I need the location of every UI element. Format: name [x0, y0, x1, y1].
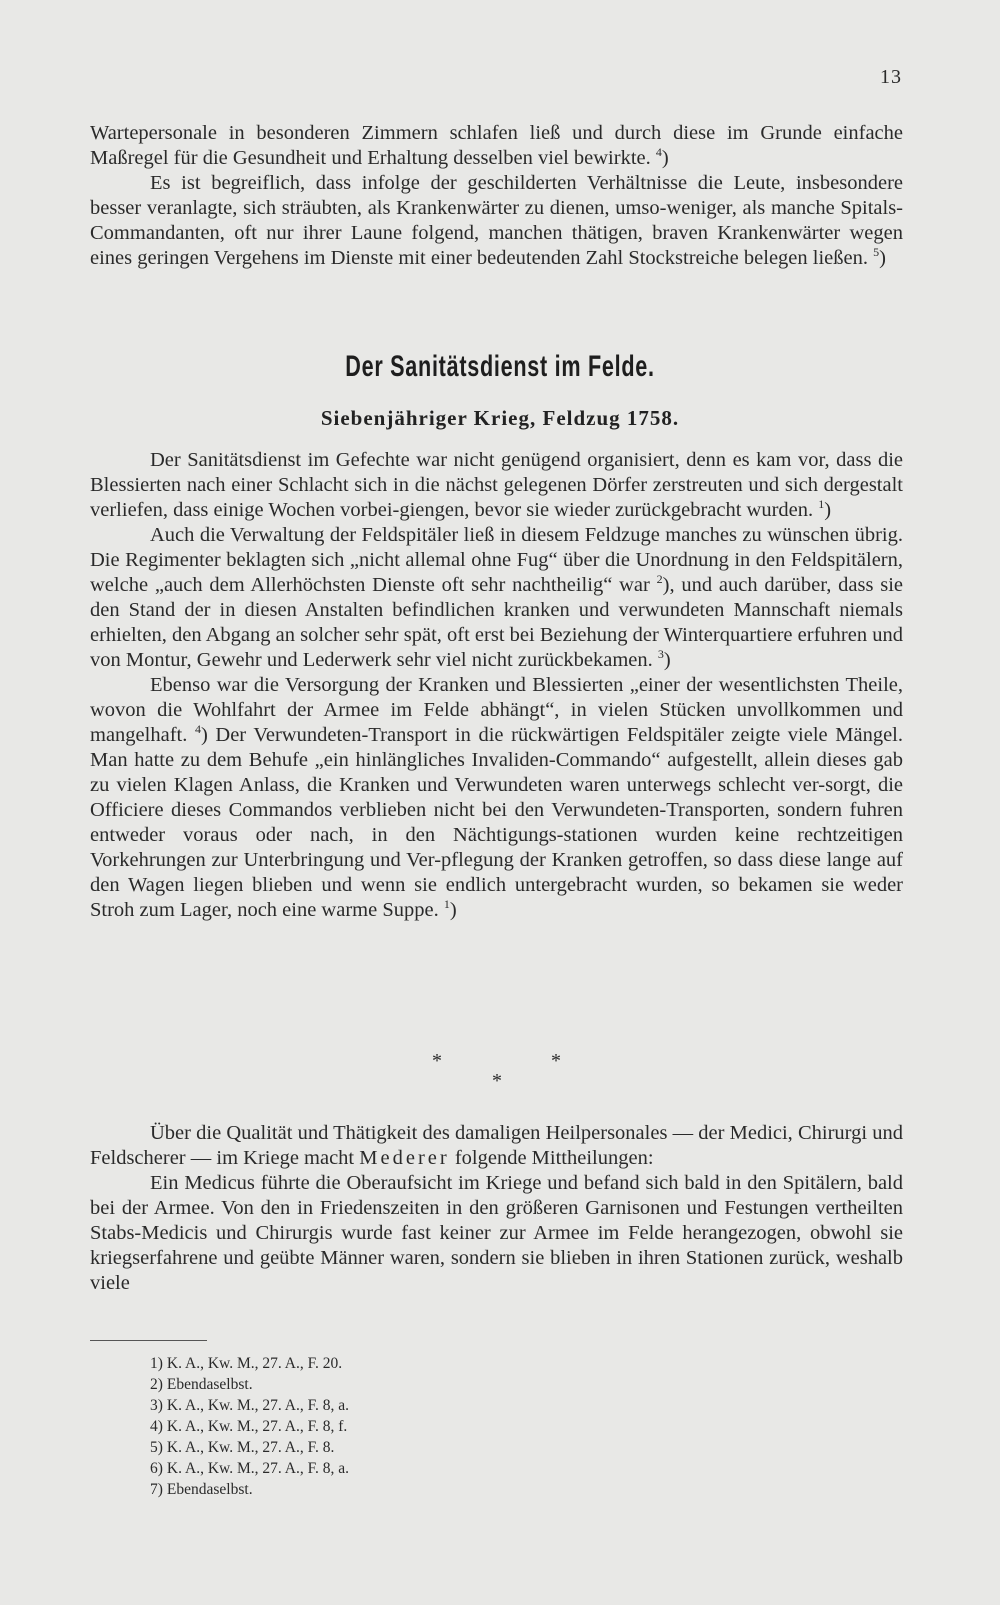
intro-paragraph-2-text: Es ist begreiflich, dass infolge der geschilderten Verhältnisse die Leute, insbesondere besser veranlagte, sich sträubten, als Krankenwärter zu dienen, umso-weniger, als manche Spitals-Commandanten, oft nur ihrer Laune folgend, manchen thätigen, braven Krankenwärter wegen eines geringen Vergehens im Dienste mit einer bedeutenden Zahl Stockstreiche belegen ließen.	[90, 172, 903, 269]
footnote-item	[150, 1353, 349, 1374]
part-two-paragraph-2	[90, 1171, 903, 1296]
intro-paragraph-1: Wartepersonale in besonderen Zimmern schlafen ließ und durch diese im Grunde einfache Maßregel für die Gesundheit und Erhaltung desselben viel bewirkte. $^4$)	[90, 122, 903, 169]
footnote-text: K. A., Kw. M., 27. A., F. 8, a.	[166, 1397, 349, 1414]
author-name: Mederer	[359, 1147, 450, 1169]
part-two-paragraph-2-text: Ein Medicus führte die Oberaufsicht im Kriege und befand sich bald in den Spitälern, bald bei der Armee. Von den in Friedenszeiten in den größeren Garnisonen und Festungen vertheilten Stabs-Medicis und Chirurgis wurde fast keiner zur Armee im Felde herangezogen, obwohl sie kriegserfahrene und geübte Männer waren, sondern sie blieben in ihren Stationen zurück, weshalb viele	[90, 1172, 903, 1294]
section-paragraph-3: Ebenso war die Versorgung der Kranken und Blessierten „einer der wesentlichsten Theile, wovon die Wohlfahrt der Armee im Felde abhängt“, in vielen Stücken unvollkommen und mangelhaft. $^4$) Der Verwundeten-Transport in die rückwärtigen Feldspitäler zeigte viele Mängel. Man hatte zu dem Behufe „ein hinlängliches Invaliden-Commando“ aufgestellt, allein dieses gab zu vielen Klagen Anlass, die Kranken und Verwundeten waren unterwegs schlecht ver-sorgt, die Officiere dieses Commandos verblieben nicht bei den Verwundeten-Transporten, sondern fuhren entweder voraus oder nach, in den Nächtigungs-stationen wurden keine rechtzeitigen Vorkehrungen zur Unterbringung und Ver-pflegung der Kranken getroffen, so dass diese lange auf den Wagen liegen blieben und wenn sie endlich untergebracht wurden, so bekamen sie weder Stroh zum Lager, noch eine warme Suppe. $^1$)	[90, 674, 903, 921]
footnote-ref: 3	[657, 647, 664, 662]
footnote-text: K. A., Kw. M., 27. A., F. 8, a.	[166, 1460, 349, 1477]
footnote-ref: 4	[655, 145, 662, 160]
footnote-item	[150, 1374, 349, 1395]
part-two-body	[90, 1121, 903, 1296]
intro-paragraph-1-text: Wartepersonale in besonderen Zimmern schlafen ließ und durch diese im Grunde einfache Maßregel für die Gesundheit und Erhaltung desselben viel bewirkte.	[90, 122, 903, 169]
section-paragraph-1-text: Der Sanitätsdienst im Gefechte war nicht genügend organisiert, denn es kam vor, dass die Blessierten nach einer Schlacht sich in die nächst gelegenen Dörfer zerstreuten und sich dergestalt verliefen, dass einige Wochen vorbei-giengen, bevor sie wieder zurückgebracht wurden.	[90, 449, 903, 521]
footnote-item	[150, 1458, 349, 1479]
footnote-text: Ebendaselbst.	[166, 1376, 253, 1393]
footnote-ref: 2	[656, 572, 663, 587]
section-paragraph-2-text-a: Auch die Verwaltung der Feldspitäler ließ in diesem Feldzuge manches zu wünschen übrig. Die Regimenter beklagten sich „nicht allemal ohne Fug“ über die Unordnung in den Feldspitälern, welche „auch dem Allerhöchsten Dienste oft sehr nachtheilig“ war	[90, 524, 903, 596]
intro-paragraphs	[90, 121, 903, 271]
footnote-ref: 1	[443, 897, 450, 912]
footnote-item	[150, 1416, 349, 1437]
footnote-item	[150, 1479, 349, 1500]
footnote-item	[150, 1395, 349, 1416]
section-paragraph-1: Der Sanitätsdienst im Gefechte war nicht genügend organisiert, denn es kam vor, dass die Blessierten nach einer Schlacht sich in die nächst gelegenen Dörfer zerstreuten und sich dergestalt verliefen, dass einige Wochen vorbei-giengen, bevor sie wieder zurückgebracht wurden. $^1$)	[90, 449, 903, 521]
footnote-mark: 7)	[150, 1481, 163, 1498]
footnotes-list	[150, 1353, 349, 1500]
section-paragraph-2: Auch die Verwaltung der Feldspitäler ließ in diesem Feldzuge manches zu wünschen übrig. Die Regimenter beklagten sich „nicht allemal ohne Fug“ über die Unordnung in den Feldspitälern, welche „auch dem Allerhöchsten Dienste oft sehr nachtheilig“ war $^2$), und auch darüber, dass sie den Stand der in diesen Anstalten befindlichen kranken und verwundeten Mannschaft niemals erhielten, den Abgang an solcher sehr spät, oft erst bei Beziehung der Winterquartiere erfuhren und von Montur, Gewehr und Lederwerk sehr viel nicht zurückbekamen. $^3$)	[90, 524, 903, 671]
footnote-item	[150, 1437, 349, 1458]
footnote-text: K. A., Kw. M., 27. A., F. 8, f.	[166, 1418, 348, 1435]
asterisk: *	[492, 1070, 502, 1092]
footnote-text: K. A., Kw. M., 27. A., F. 8.	[166, 1439, 335, 1456]
footnote-ref: 4	[194, 722, 201, 737]
footnote-divider	[90, 1340, 207, 1341]
footnote-mark: 2)	[150, 1376, 163, 1393]
section-body	[90, 448, 903, 923]
footnote-ref: 1	[818, 497, 825, 512]
section-paragraph-3-text-b: Der Verwundeten-Transport in die rückwärtigen Feldspitäler zeigte viele Mängel. Man hatte zu dem Behufe „ein hinlängliches Invaliden-Commando“ aufgestellt, allein dieses gab zu vielen Klagen Anlass, die Kranken und Verwundeten waren unterwegs schlecht ver-sorgt, die Officiere dieses Commandos verblieben nicht bei den Verwundeten-Transporten, sondern fuhren entweder voraus oder nach, in den Nächtigungs-stationen wurden keine rechtzeitigen Vorkehrungen zur Unterbringung und Ver-pflegung der Kranken getroffen, so dass diese lange auf den Wagen liegen blieben und wenn sie endlich untergebracht wurden, so bekamen sie weder Stroh zum Lager, noch eine warme Suppe.	[90, 724, 903, 921]
intro-paragraph-2: Es ist begreiflich, dass infolge der geschilderten Verhältnisse die Leute, insbesondere besser veranlagte, sich sträubten, als Krankenwärter zu dienen, umso-weniger, als manche Spitals-Commandanten, oft nur ihrer Laune folgend, manchen thätigen, braven Krankenwärter wegen eines geringen Vergehens im Dienste mit einer bedeutenden Zahl Stockstreiche belegen ließen. $^5$)	[90, 172, 903, 269]
asterisk: *	[551, 1050, 561, 1072]
part-two-paragraph-1-text-b: folgende Mittheilungen:	[454, 1147, 654, 1169]
section-subtitle: Siebenjähriger Krieg, Feldzug 1758.	[320, 406, 680, 430]
footnote-mark: 1)	[150, 1355, 163, 1372]
footnote-mark: 4)	[150, 1418, 163, 1435]
part-two-paragraph-1	[90, 1121, 903, 1171]
footnote-mark: 3)	[150, 1397, 163, 1414]
section-title: Der Sanitätsdienst im Felde.	[345, 350, 655, 383]
asterisk: *	[432, 1050, 442, 1072]
footnote-text: K. A., Kw. M., 27. A., F. 20.	[166, 1355, 343, 1372]
footnote-ref: 5	[873, 245, 880, 260]
section-paragraph-2-text-b: , und auch darüber, dass sie den Stand der in diesen Anstalten befindlichen kranken und verwundeten Mannschaft niemals erhielten, den Abgang an solcher sehr spät, oft erst bei Beziehung der Winterquartiere erfuhren und von Montur, Gewehr und Lederwerk sehr viel nicht zurückbekamen.	[90, 574, 903, 671]
footnote-mark: 5)	[150, 1439, 163, 1456]
section-paragraph-3-text-a: Ebenso war die Versorgung der Kranken und Blessierten „einer der wesentlichsten Theile, wovon die Wohlfahrt der Armee im Felde abhängt“, in vielen Stücken unvollkommen und mangelhaft.	[90, 674, 903, 746]
page-number: 13	[880, 66, 902, 88]
footnote-text: Ebendaselbst.	[166, 1481, 253, 1498]
part-two-paragraph-1-text-a: Über die Qualität und Thätigkeit des damaligen Heilpersonales — der Medici, Chirurgi und Feldscherer — im Kriege macht	[90, 1122, 903, 1169]
footnote-mark: 6)	[150, 1460, 163, 1477]
